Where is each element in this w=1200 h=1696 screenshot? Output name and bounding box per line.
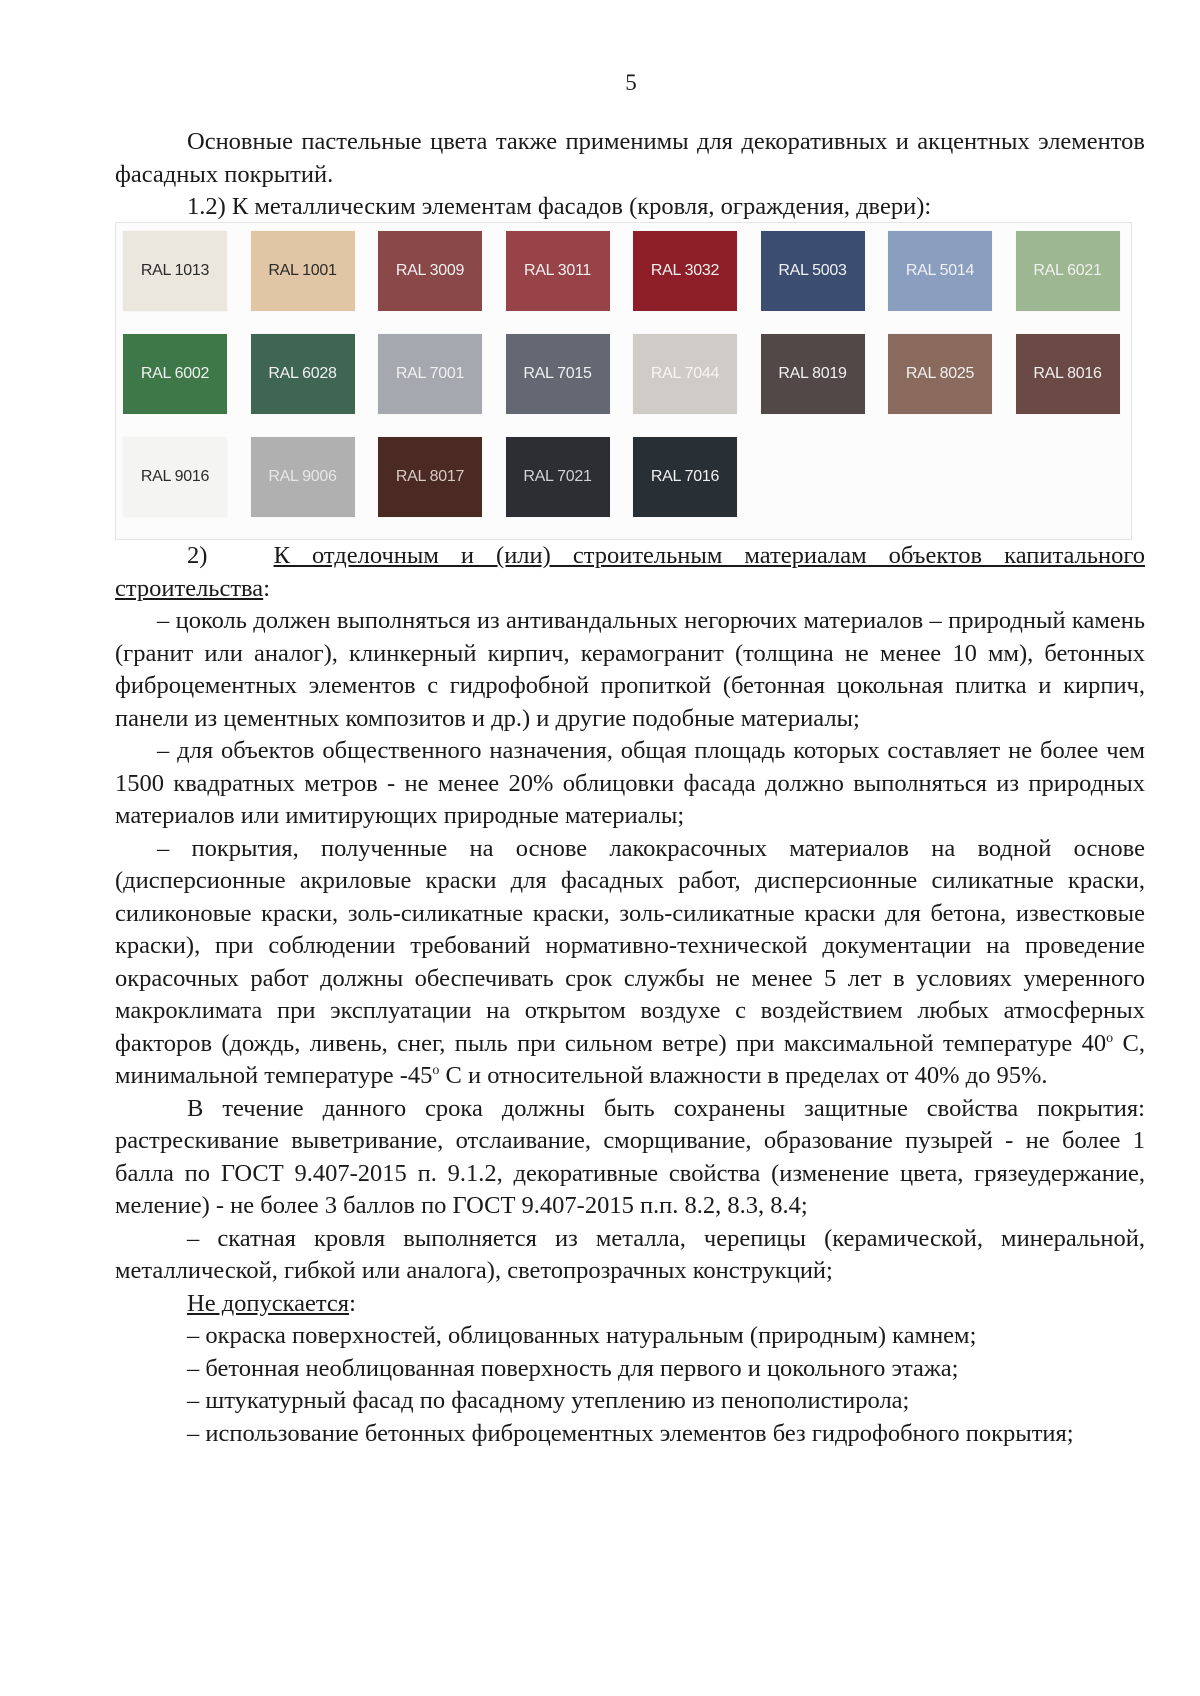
color-swatch: RAL 8019 xyxy=(761,334,865,414)
coating-requirement xyxy=(115,833,1145,1093)
not-allowed-item: – бетонная необлицованная поверхность для первого и цокольного этажа; xyxy=(187,1354,959,1382)
not-allowed-heading xyxy=(115,1288,1145,1321)
color-swatch: RAL 8016 xyxy=(1016,334,1120,414)
color-swatch: RAL 6021 xyxy=(1016,231,1120,311)
metal-elements-subheading: 1.2) К металлическим элементам фасадов (кровля, ограждения, двери): xyxy=(187,193,932,220)
not-allowed-item: – штукатурный фасад по фасадному утеплению из пенополистирола; xyxy=(187,1387,910,1414)
color-swatch: RAL 1001 xyxy=(251,231,355,311)
color-swatch: RAL 1013 xyxy=(123,231,227,311)
palette-grid xyxy=(123,231,1120,517)
page-number: 5 xyxy=(625,70,637,95)
section-2-heading xyxy=(115,540,1145,605)
color-swatch: RAL 6028 xyxy=(251,334,355,414)
public-buildings-requirement: – для объектов общественного назначения, общая площадь которых составляет не более чем 1500 квадратных метров - не менее 20% облицовки фасада должно выполняться из природных материалов или имитирующих природные материалы; xyxy=(115,737,1145,829)
coating-text-3: С и относительной влажности в пределах от 40% до 95%. xyxy=(439,1062,1048,1089)
not-allowed-item: – использование бетонных фиброцементных элементов без гидрофобного покрытия; xyxy=(187,1419,1074,1447)
color-swatch: RAL 7001 xyxy=(378,334,482,414)
color-swatch: RAL 6002 xyxy=(123,334,227,414)
color-swatch: RAL 5003 xyxy=(761,231,865,311)
color-swatch: RAL 8017 xyxy=(378,437,482,517)
color-swatch: RAL 7044 xyxy=(633,334,737,414)
section-2-title: К отделочным и (или) строительным материалам объектов капитального строительства xyxy=(115,542,1146,602)
roof-requirement: – скатная кровля выполняется из металла, черепицы (керамической, минеральной, металлической, гибкой или аналога), светопрозрачных конструкций; xyxy=(115,1224,1145,1284)
color-swatch: RAL 8025 xyxy=(888,334,992,414)
color-swatch: RAL 7021 xyxy=(506,437,610,517)
not-allowed-title: Не допускается xyxy=(187,1289,350,1317)
not-allowed-item: – окраска поверхностей, облицованных натуральным (природным) камнем; xyxy=(187,1322,977,1349)
color-swatch: RAL 3011 xyxy=(506,231,610,311)
color-swatch: RAL 7016 xyxy=(633,437,737,517)
section-2 xyxy=(115,540,1145,1450)
coating-text-2: С, минимальной температуре -45 xyxy=(115,1029,1145,1089)
color-swatch: RAL 9016 xyxy=(123,437,227,517)
color-swatch: RAL 3032 xyxy=(633,231,737,311)
color-swatch: RAL 3009 xyxy=(378,231,482,311)
degree-mark-1: о xyxy=(1106,1030,1114,1046)
not-allowed-colon: : xyxy=(349,1289,356,1317)
intro-block xyxy=(115,126,1145,224)
degree-mark-2: о xyxy=(432,1062,440,1078)
color-swatch: RAL 7015 xyxy=(506,334,610,414)
protective-properties-paragraph: В течение данного срока должны быть сохранены защитные свойства покрытия: растрескивание выветривание, отслаивание, сморщивание, образование пузырей - не более 1 балла по ГОСТ 9.407-2015 п. 9.1.2, декоративные свойства (изменение цвета, грязеудержание, меление) - не более 3 баллов по ГОСТ 9.407-2015 п.п. 8.2, 8.3, 8.4; xyxy=(115,1094,1145,1219)
ral-color-palette xyxy=(115,222,1132,540)
section-2-colon: : xyxy=(263,574,270,602)
section-2-number: 2) xyxy=(187,542,208,569)
color-swatch: RAL 9006 xyxy=(251,437,355,517)
plinth-requirement: – цоколь должен выполняться из антивандальных негорючих материалов – природный камень (гранит или аналог), клинкерный кирпич, керамогранит (толщина не менее 10 мм), бетонных фиброцементных элементов с гидрофобной пропиткой (бетонная цокольная плитка и кирпич, панели из цементных композитов и др.) и другие подобные материалы; xyxy=(115,607,1145,732)
coating-text-1: – покрытия, полученные на основе лакокрасочных материалов на водной основе (дисперсионные акриловые краски для фасадных работ, дисперсионные силикатные краски, силиконовые краски, золь-силикатные краски, золь-силикатные краски для бетона, известковые краски), при соблюдении требований нормативно-технической документации на проведение окрасочных работ должны обеспечивать срок службы не менее 5 лет в условиях умеренного макроклимата при эксплуатации на открытом воздухе с воздействием любых атмосферных факторов (дождь, ливень, снег, пыль при сильном ветре) при максимальной температуре 40 xyxy=(115,834,1145,1057)
intro-paragraph: Основные пастельные цвета также применимы для декоративных и акцентных элементов фасадных покрытий. xyxy=(115,128,1145,188)
color-swatch: RAL 5014 xyxy=(888,231,992,311)
